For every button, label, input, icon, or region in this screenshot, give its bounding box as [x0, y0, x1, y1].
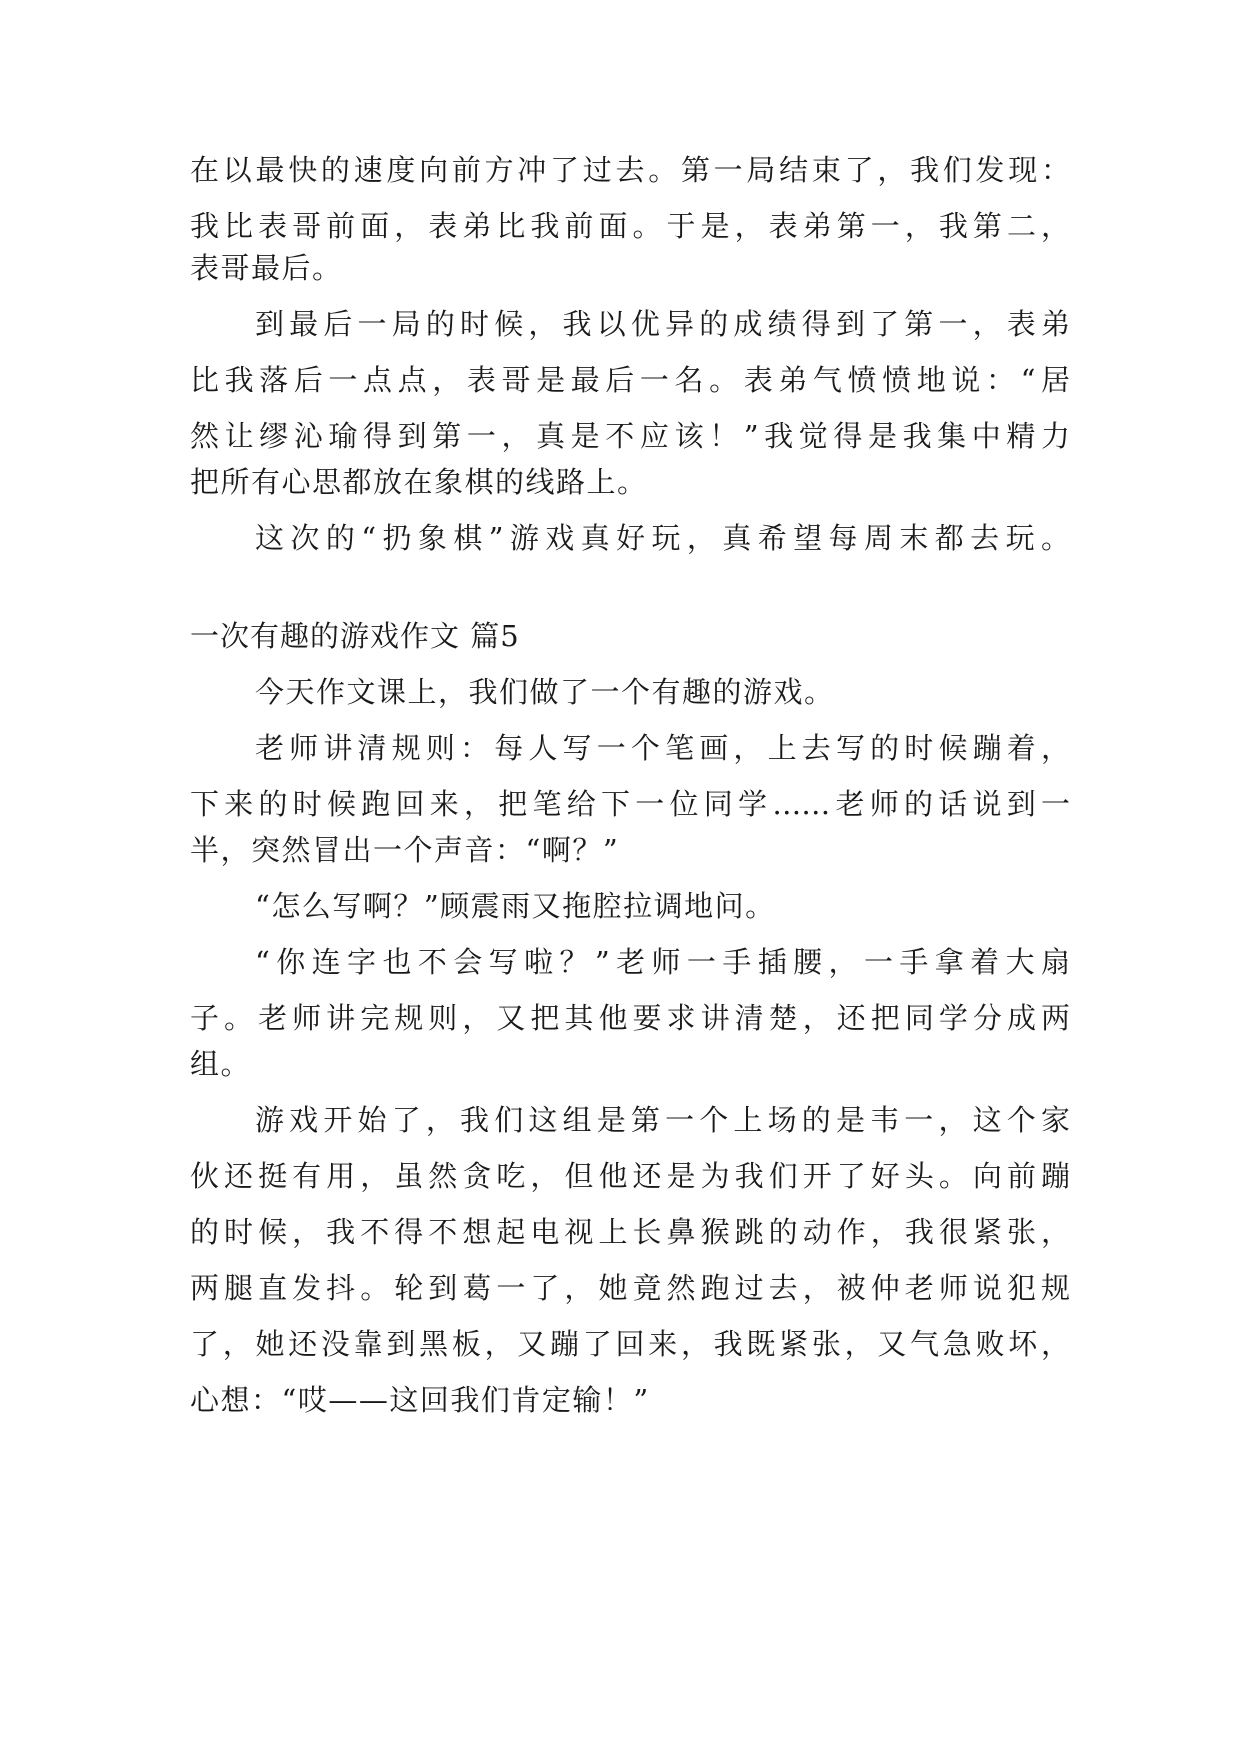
paragraph-line: 子。老师讲完规则，又把其他要求讲清楚，还把同学分成两	[190, 1001, 1070, 1035]
paragraph-line: 把所有心思都放在象棋的线路上。	[190, 465, 648, 499]
paragraph-line: 在以最快的速度向前方冲了过去。第一局结束了，我们发现：	[190, 153, 1070, 187]
paragraph-line: 伙还挺有用，虽然贪吃，但他还是为我们开了好头。向前蹦	[190, 1159, 1070, 1193]
paragraph-line: 组。	[190, 1047, 252, 1081]
paragraph-line: 游戏开始了，我们这组是第一个上场的是韦一，这个家	[255, 1103, 1070, 1137]
paragraph-line: 表哥最后。	[190, 251, 343, 285]
paragraph-line: 的时候，我不得不想起电视上长鼻猴跳的动作，我很紧张，	[190, 1215, 1070, 1249]
paragraph-line: 了，她还没靠到黑板，又蹦了回来，我既紧张，又气急败坏，	[190, 1327, 1070, 1361]
paragraph-line: “你连字也不会写啦？”老师一手插腰，一手拿着大扇	[255, 945, 1070, 979]
paragraph-line: 今天作文课上，我们做了一个有趣的游戏。	[255, 675, 835, 709]
paragraph-line: 半，突然冒出一个声音：“啊？”	[190, 833, 620, 867]
paragraph-line: 然让缪沁瑜得到第一，真是不应该！”我觉得是我集中精力	[190, 419, 1070, 453]
section-title: 一次有趣的游戏作文 篇5	[190, 619, 520, 653]
paragraph-line: 到最后一局的时候，我以优异的成绩得到了第一，表弟	[255, 307, 1070, 341]
paragraph-line: “怎么写啊？”顾震雨又拖腔拉调地问。	[255, 889, 776, 923]
paragraph-line: 下来的时候跑回来，把笔给下一位同学……老师的话说到一	[190, 787, 1070, 821]
paragraph-line: 老师讲清规则：每人写一个笔画，上去写的时候蹦着，	[255, 731, 1070, 765]
paragraph-line: 这次的“扔象棋”游戏真好玩，真希望每周末都去玩。	[255, 521, 1070, 555]
paragraph-line: 两腿直发抖。轮到葛一了，她竟然跑过去，被仲老师说犯规	[190, 1271, 1070, 1305]
paragraph-line: 心想：“哎——这回我们肯定输！”	[190, 1383, 650, 1417]
paragraph-line: 比我落后一点点，表哥是最后一名。表弟气愤愤地说：“居	[190, 363, 1070, 397]
paragraph-line: 我比表哥前面，表弟比我前面。于是，表弟第一，我第二，	[190, 209, 1070, 243]
